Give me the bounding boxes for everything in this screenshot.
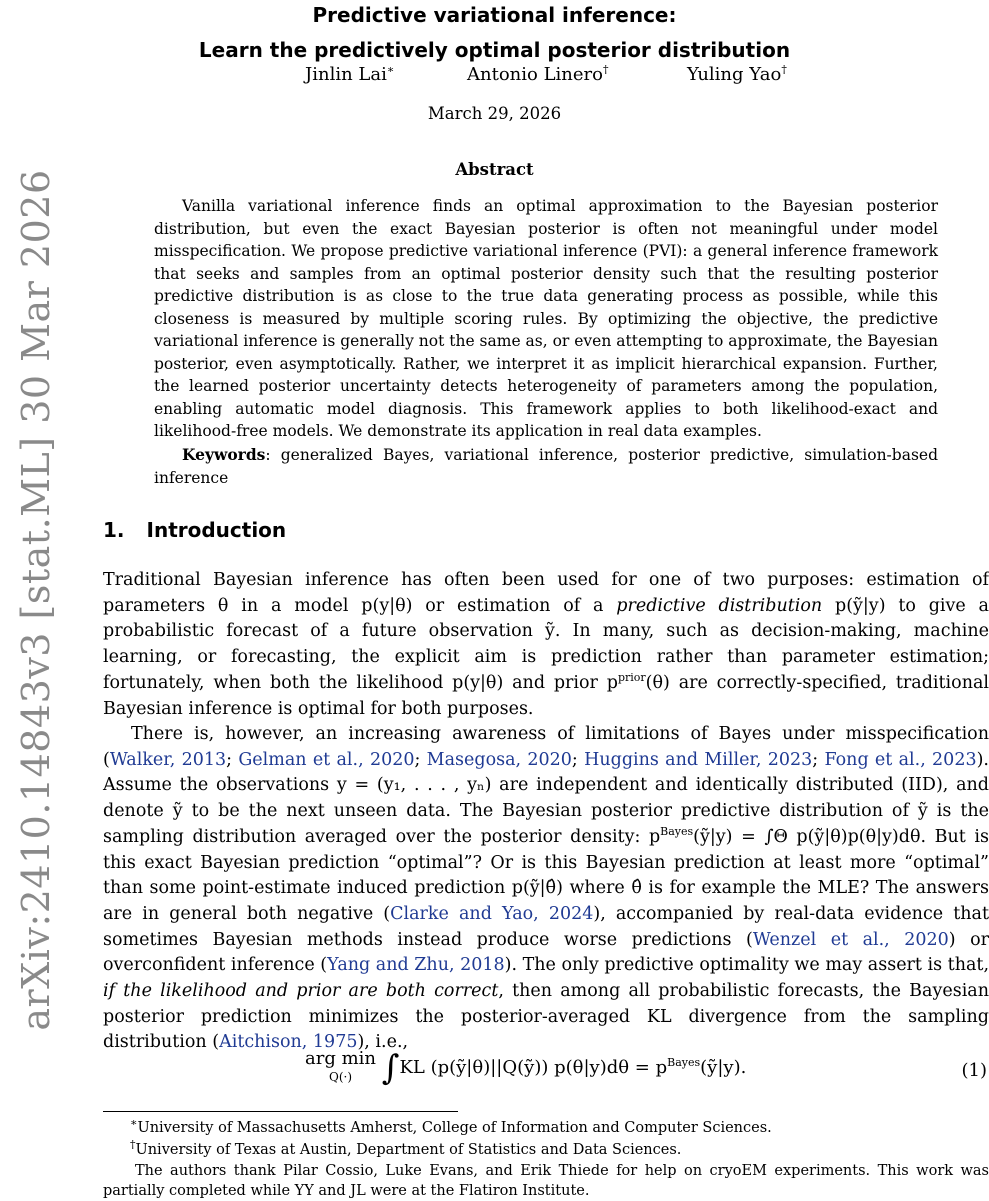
title-line-1: Predictive variational inference: — [312, 3, 677, 27]
arxiv-identifier-stamp: arXiv:2410.14843v3 [stat.ML] 30 Mar 2026 — [14, 169, 58, 1031]
citation-link[interactable]: Masegosa, 2020 — [426, 749, 572, 770]
citation-link[interactable]: Huggins and Miller, 2023 — [584, 749, 813, 770]
keywords: Keywords: generalized Bayes, variational inference, posterior predictive, simulation-based inference — [154, 445, 938, 487]
intro-paragraph-1: Traditional Bayesian inference has often been used for one of two purposes: estimation of parameters θ in a model p(y|θ) or estimation of a predictive distribution p(ỹ|y) to give a probabilistic forecast of a future observation ỹ. In many, such as decision-making, machine learning, or forecasting, the explicit aim is prediction rather than parameter estimation; fortunately, when both the likelihood p(y|θ) and prior $p^{prior}(\theta)$ are correctly-specified, traditional Bayesian inference is optimal for both purposes. — [103, 570, 989, 719]
publication-date: March 29, 2026 — [427, 104, 562, 123]
title-line-2: Learn the predictively optimal posterior distribution — [198, 38, 791, 62]
abstract-heading: Abstract — [455, 160, 534, 179]
intro-paragraph-2: There is, however, an increasing awareness of limitations of Bayes under misspecification (Walker, 2013; Gelman et al., 2020; Masegosa, 2020; Huggins and Miller, 2023; Fong et al., 2023). Assume the observations y = (y₁, . . . , yₙ) are independent and identically distributed (IID), and denote ỹ to be the next unseen data. The Bayesian posterior predictive distribution of ỹ is the sampling distribution averaged over the posterior density: $p^{Bayes}(ỹ|y) = \int\Theta$ p(ỹ|θ)p(θ|y)dθ. But is this exact Bayesian prediction “optimal”? Or is this Bayesian prediction at least more “optimal” than some point-estimate induced prediction p(ỹ|θ̂) where θ̂ is for example the MLE? The answers are in general both negative (Clarke and Yao, 2024), accompanied by real-data evidence that sometimes Bayesian methods instead produce worse predictions (Wenzel et al., 2020) or overconfident inference (Yang and Zhu, 2018). The only predictive optimality we may assert is that, if the likelihood and prior are both correct, then among all probabilistic forecasts, the Bayesian posterior prediction minimizes the posterior-averaged KL divergence from the sampling distribution (Aitchison, 1975), i.e., — [103, 724, 989, 1053]
abstract-body: Vanilla variational inference finds an optimal approximation to the Bayesian posterior distribution, but even the exact Bayesian posterior is often not meaningful under model misspecification. We propose predictive variational inference (PVI): a general inference framework that seeks and samples from an optimal posterior density such that the resulting posterior predictive distribution is as close to the true data generating process as possible, while this closeness is measured by multiple scoring rules. By optimizing the objective, the predictive variational inference is generally not the same as, or even attempting to approximate, the Bayesian posterior, even asymptotically. Rather, we interpret it as implicit hierarchical expansion. Further, the learned posterior uncertainty detects heterogeneity of parameters among the population, enabling automatic model diagnosis. This framework applies to both likelihood-exact and likelihood-free models. We demonstrate its application in real data examples. — [154, 197, 938, 440]
author-jinlin-lai: Jinlin Lai∗ — [305, 63, 395, 85]
equation-number: (1) — [961, 1060, 987, 1081]
citation-link[interactable]: Yang and Zhu, 2018 — [327, 955, 505, 976]
citation-link[interactable]: Aitchison, 1975 — [219, 1032, 358, 1053]
citation-link[interactable]: Fong et al., 2023 — [824, 749, 977, 770]
footnote-divider — [103, 1111, 458, 1112]
argmin-operator: arg min Q(·) — [305, 1048, 376, 1084]
paper-title — [0, 0, 989, 68]
footnote-acknowledgement: The authors thank Pilar Cossio, Luke Evans, and Erik Thiede for help on cryoEM experiments. This work was partially completed while YY and JL were at the Flatiron Institute. — [103, 1163, 989, 1199]
equation-body: arg min Q(·) ∫KL (p(ỹ|θ)||Q(ỹ)) $p(\theta|y)d\theta = p^{Bayes}(ỹ|y)$. — [305, 1048, 747, 1088]
footnote-2: †University of Texas at Austin, Department of Statistics and Data Sciences. — [130, 1138, 682, 1158]
citation-link[interactable]: Clarke and Yao, 2024 — [390, 903, 594, 924]
citation-link[interactable]: Wenzel et al., 2020 — [752, 929, 949, 950]
section-heading-introduction: 1. Introduction — [103, 518, 287, 542]
footnote-1: ∗University of Massachusetts Amherst, College of Information and Computer Sciences. — [130, 1116, 772, 1136]
citation-link[interactable]: Gelman et al., 2020 — [238, 749, 415, 770]
author-antonio-linero: Antonio Linero† — [467, 63, 609, 85]
integral-sign: ∫ — [381, 1048, 400, 1088]
citation-link[interactable]: Walker, 2013 — [109, 749, 227, 770]
author-yuling-yao: Yuling Yao† — [687, 63, 787, 85]
